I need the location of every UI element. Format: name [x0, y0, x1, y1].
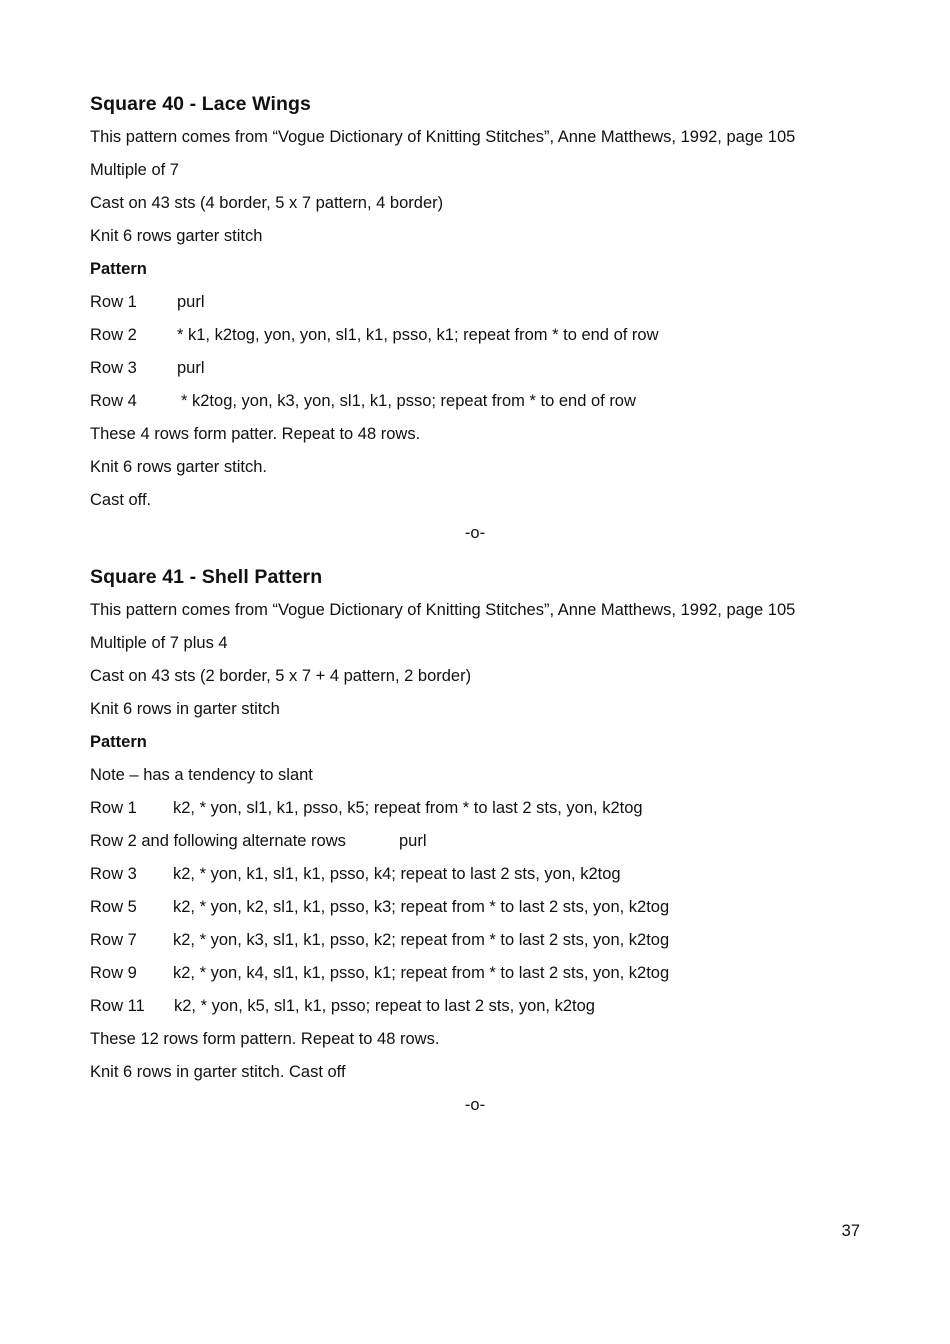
row-instruction: k2, * yon, k1, sl1, k1, psso, k4; repeat to last 2 sts, yon, k2tog — [173, 865, 621, 883]
row-instruction: * k1, k2tog, yon, yon, sl1, k1, psso, k1; repeat from * to end of row — [177, 326, 659, 344]
pattern-row — [90, 990, 870, 1023]
source-line: This pattern comes from “Vogue Dictionary of Knitting Stitches”, Anne Matthews, 1992, page 105 — [90, 128, 796, 146]
row-instruction: k2, * yon, k4, sl1, k1, psso, k1; repeat from * to last 2 sts, yon, k2tog — [173, 964, 670, 982]
pattern-row — [90, 286, 870, 319]
section-separator: -o- — [464, 524, 486, 542]
note-line: Note – has a tendency to slant — [90, 766, 313, 784]
row-label: Row 4 — [90, 392, 137, 410]
cast-on-line: Cast on 43 sts (4 border, 5 x 7 pattern, 4 border) — [90, 194, 444, 212]
pattern-row — [90, 792, 870, 825]
row-instruction: k2, * yon, k2, sl1, k1, psso, k3; repeat from * to last 2 sts, yon, k2tog — [173, 898, 670, 916]
row-label: Row 5 — [90, 898, 137, 916]
row-instruction: k2, * yon, k3, sl1, k1, psso, k2; repeat from * to last 2 sts, yon, k2tog — [173, 931, 670, 949]
row-label: Row 2 and following alternate rows — [90, 832, 346, 850]
section-square-41 — [90, 561, 870, 1122]
row-label: Row 3 — [90, 359, 137, 377]
row-label: Row 2 — [90, 326, 137, 344]
pattern-row — [90, 352, 870, 385]
page-number: 37 — [841, 1222, 860, 1240]
row-instruction: k2, * yon, k5, sl1, k1, psso; repeat to last 2 sts, yon, k2tog — [174, 997, 595, 1015]
cast-off-line: Cast off. — [90, 491, 152, 509]
section-title: Square 41 - Shell Pattern — [90, 566, 323, 588]
multiple-line: Multiple of 7 plus 4 — [90, 634, 228, 652]
garter-line: Knit 6 rows in garter stitch — [90, 700, 280, 718]
document-page — [90, 88, 870, 1122]
row-label: Row 1 — [90, 799, 137, 817]
pattern-heading: Pattern — [90, 733, 147, 751]
pattern-row — [90, 858, 870, 891]
pattern-row — [90, 319, 870, 352]
section-title: Square 40 - Lace Wings — [90, 93, 311, 115]
pattern-row — [90, 385, 870, 418]
repeat-note: These 4 rows form patter. Repeat to 48 rows. — [90, 425, 421, 443]
section-square-40 — [90, 88, 870, 550]
pattern-row — [90, 891, 870, 924]
row-label: Row 7 — [90, 931, 137, 949]
row-label: Row 1 — [90, 293, 137, 311]
section-separator: -o- — [464, 1096, 486, 1114]
row-instruction: purl — [399, 832, 427, 850]
row-label: Row 11 — [90, 997, 145, 1015]
pattern-row — [90, 957, 870, 990]
finish-line: Knit 6 rows in garter stitch. Cast off — [90, 1063, 346, 1081]
row-instruction: purl — [177, 293, 205, 311]
garter-line: Knit 6 rows garter stitch — [90, 227, 263, 245]
cast-on-line: Cast on 43 sts (2 border, 5 x 7 + 4 pattern, 2 border) — [90, 667, 472, 685]
pattern-row — [90, 924, 870, 957]
multiple-line: Multiple of 7 — [90, 161, 179, 179]
row-instruction: k2, * yon, sl1, k1, psso, k5; repeat from * to last 2 sts, yon, k2tog — [173, 799, 643, 817]
row-label: Row 9 — [90, 964, 137, 982]
source-line: This pattern comes from “Vogue Dictionary of Knitting Stitches”, Anne Matthews, 1992, page 105 — [90, 601, 796, 619]
row-instruction: * k2tog, yon, k3, yon, sl1, k1, psso; repeat from * to end of row — [181, 392, 636, 410]
pattern-heading: Pattern — [90, 260, 147, 278]
repeat-note: These 12 rows form pattern. Repeat to 48 rows. — [90, 1030, 440, 1048]
row-instruction: purl — [177, 359, 205, 377]
pattern-row — [90, 825, 870, 858]
row-label: Row 3 — [90, 865, 137, 883]
finish-garter-line: Knit 6 rows garter stitch. — [90, 458, 267, 476]
